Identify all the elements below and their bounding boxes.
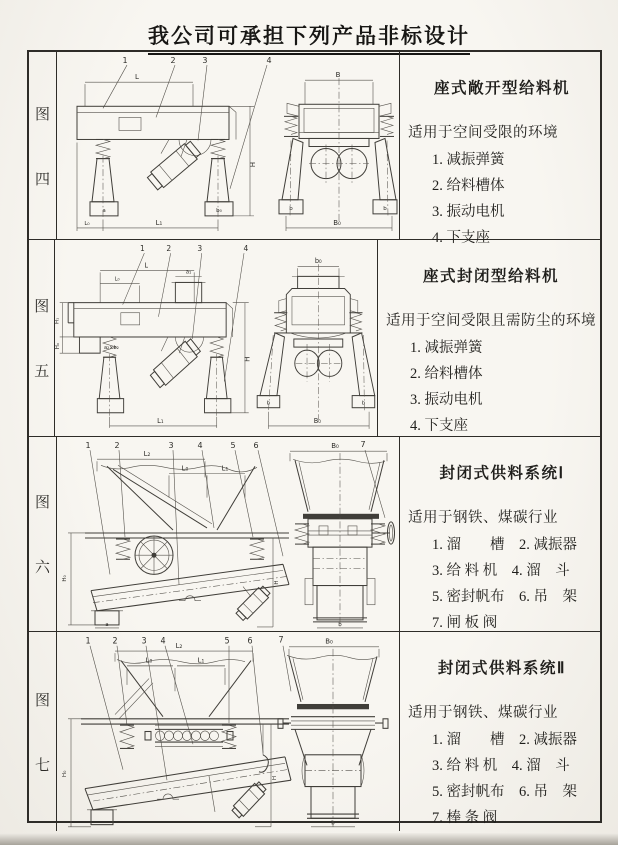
dimension-B0 bbox=[289, 636, 379, 657]
dimension-L2 bbox=[115, 641, 253, 662]
parts-list bbox=[408, 532, 596, 636]
dim-label-H0: H₀ bbox=[62, 770, 68, 778]
outlet-port bbox=[87, 810, 117, 825]
callout-1: 1 bbox=[122, 56, 128, 66]
product-title: 封闭式供料系统Ⅱ bbox=[437, 660, 567, 677]
callout-2: 2 bbox=[114, 441, 120, 451]
support-platform bbox=[85, 533, 289, 538]
part-item: 1. 溜 槽 2. 减振器 bbox=[432, 732, 577, 748]
inlet-port bbox=[172, 269, 206, 302]
callout-1: 1 bbox=[85, 635, 91, 646]
callout-5: 5 bbox=[230, 441, 236, 451]
callout-4: 4 bbox=[266, 56, 272, 66]
figure-char: 图 bbox=[34, 495, 50, 511]
dim-label-L2: L₂ bbox=[143, 449, 151, 459]
dim-label-L0: L₀ bbox=[145, 655, 153, 665]
dim-label-b0: b₀ bbox=[315, 257, 323, 266]
fig7-technical-drawing bbox=[57, 632, 399, 831]
callout-2: 2 bbox=[166, 243, 172, 254]
dim-label-B0: B₀ bbox=[331, 441, 339, 451]
dim-label-L: L bbox=[135, 72, 139, 82]
dim-label-B0: B₀ bbox=[325, 636, 333, 646]
parts-list bbox=[408, 147, 596, 251]
foot-label-b0: b₀ bbox=[216, 207, 222, 214]
description-cell-fig6 bbox=[399, 437, 600, 631]
figure-label-5 bbox=[29, 240, 55, 436]
figure-char: 四 bbox=[34, 171, 50, 188]
part-item: 5. 密封帆布 6. 吊 架 bbox=[432, 784, 577, 800]
dim-label-L1: L₁ bbox=[157, 416, 164, 425]
product-title: 座式封闭型给料机 bbox=[422, 268, 559, 285]
outlet-port bbox=[91, 611, 123, 628]
dimension-H bbox=[257, 538, 280, 627]
table-row-fig4 bbox=[29, 52, 600, 246]
application-note: 适用于钢铁、煤碳行业 bbox=[408, 510, 558, 526]
callout-6: 6 bbox=[253, 441, 259, 451]
part-item: 3. 振动电机 bbox=[432, 204, 505, 220]
dimension-L-L0 bbox=[101, 261, 195, 303]
dim-label-H: H bbox=[248, 161, 257, 168]
dimension-H bbox=[229, 106, 257, 216]
part-item: 1. 减振弹簧 bbox=[432, 152, 505, 168]
dim-label-L1: L₁ bbox=[155, 217, 163, 227]
part-item: 3. 给 料 机 4. 溜 斗 bbox=[432, 758, 570, 774]
handwheel-valve bbox=[135, 536, 173, 574]
callout-1: 1 bbox=[85, 441, 91, 451]
callout-7: 7 bbox=[360, 440, 366, 450]
figure-label-6 bbox=[29, 437, 57, 631]
part-item: 3. 振动电机 bbox=[410, 392, 483, 408]
callout-3: 3 bbox=[197, 243, 203, 254]
side-view bbox=[55, 244, 252, 428]
callout-3: 3 bbox=[168, 441, 174, 451]
dimension-H0 bbox=[62, 719, 91, 827]
dimension-L0-L1 bbox=[169, 463, 245, 497]
part-item: 1. 溜 槽 2. 减振器 bbox=[432, 537, 577, 553]
hopper-chute bbox=[101, 465, 257, 530]
table-row-fig5 bbox=[29, 240, 600, 437]
dim-label-H0: H₀ bbox=[55, 342, 62, 350]
description-cell-fig7 bbox=[399, 632, 600, 831]
table-row-fig6 bbox=[29, 437, 600, 632]
figure-label-4 bbox=[29, 52, 57, 239]
dim-label-a: a bbox=[105, 621, 109, 628]
callout-4: 4 bbox=[197, 441, 203, 451]
callout-5: 5 bbox=[224, 635, 230, 646]
callout-4: 4 bbox=[243, 243, 249, 254]
foot-label-b: b bbox=[362, 400, 366, 407]
parts-list bbox=[408, 727, 596, 831]
trough-body bbox=[69, 303, 234, 353]
dimension-B0 bbox=[290, 441, 387, 461]
callout-leaders bbox=[103, 56, 272, 189]
dim-label-B0: B₀ bbox=[333, 217, 341, 227]
part-item: 2. 给料槽体 bbox=[410, 366, 483, 382]
application-note: 适用于空间受限的环境 bbox=[408, 125, 558, 141]
bar-valve bbox=[145, 725, 233, 746]
support-legs bbox=[279, 138, 397, 217]
application-note: 适用于空间受限且需防尘的环境 bbox=[386, 313, 596, 329]
callout-3: 3 bbox=[202, 56, 208, 66]
description-cell-fig5 bbox=[377, 240, 600, 436]
figure-char: 五 bbox=[34, 364, 50, 380]
dim-label-L0: L₀ bbox=[84, 220, 90, 227]
dimension-B bbox=[305, 70, 373, 104]
dimension-H0 bbox=[62, 533, 95, 625]
dimension-L1 bbox=[110, 417, 217, 428]
part-item: 3. 给 料 机 4. 溜 斗 bbox=[432, 563, 570, 579]
drawing-cell-fig6 bbox=[57, 437, 399, 631]
foot-label-b: b bbox=[289, 205, 293, 212]
vibration-motor bbox=[146, 139, 202, 191]
side-view bbox=[62, 635, 291, 826]
figure-char: 图 bbox=[34, 299, 50, 315]
part-item: 4. 下支座 bbox=[432, 230, 490, 246]
callout-4: 4 bbox=[160, 635, 166, 646]
dim-label-a1: a₁ bbox=[186, 269, 192, 276]
front-view bbox=[278, 634, 388, 826]
dim-label-b: b bbox=[338, 621, 342, 628]
vibration-motor bbox=[235, 585, 272, 622]
figure-label-7 bbox=[29, 632, 57, 831]
fig6-technical-drawing bbox=[57, 437, 399, 631]
figure-char: 七 bbox=[34, 757, 50, 774]
outlet-port bbox=[80, 337, 119, 353]
front-view bbox=[290, 440, 395, 628]
dimension-H1-H0 bbox=[55, 303, 79, 354]
callout-7: 7 bbox=[278, 634, 284, 645]
figure-char: 六 bbox=[34, 560, 50, 576]
dim-label-H: H bbox=[272, 775, 278, 781]
description-cell-fig4 bbox=[399, 52, 600, 246]
fig5-technical-drawing bbox=[55, 240, 377, 436]
dimension-L bbox=[85, 72, 193, 106]
drawing-cell-fig7 bbox=[57, 632, 399, 831]
vibration-motor bbox=[150, 337, 202, 389]
support-legs bbox=[90, 156, 233, 220]
part-item: 5. 密封帆布 6. 吊 架 bbox=[432, 589, 577, 605]
dim-label-B0: B₀ bbox=[314, 416, 322, 425]
dim-label-L1: L₁ bbox=[197, 655, 205, 665]
foot-label-b: b bbox=[267, 400, 271, 407]
drawing-cell-fig4 bbox=[57, 52, 399, 239]
callout-2: 2 bbox=[170, 56, 176, 66]
dim-label-L1: L₁ bbox=[221, 463, 229, 473]
dim-label-H: H bbox=[274, 580, 280, 585]
product-title: 座式敞开型给料机 bbox=[433, 80, 570, 97]
dim-label-B: B bbox=[335, 70, 341, 80]
callout-3: 3 bbox=[141, 635, 147, 646]
dim-label-b: b bbox=[331, 820, 335, 827]
springs bbox=[116, 539, 264, 559]
part-item: 7. 闸 板 阀 bbox=[432, 615, 498, 631]
part-item: 1. 减振弹簧 bbox=[410, 340, 483, 356]
feeder-trough bbox=[85, 757, 291, 812]
front-view bbox=[258, 257, 376, 429]
figure-char: 图 bbox=[34, 692, 50, 709]
product-title: 封闭式供料系统Ⅰ bbox=[439, 465, 565, 482]
scan-bottom-edge bbox=[0, 833, 618, 845]
dim-label-H0: H₀ bbox=[62, 575, 68, 582]
figure-char: 图 bbox=[34, 106, 50, 123]
callout-leaders bbox=[123, 244, 249, 382]
dim-label-H1: H₁ bbox=[55, 317, 62, 325]
part-item: 2. 给料槽体 bbox=[432, 178, 505, 194]
dim-label-L0: L₀ bbox=[181, 463, 189, 473]
support-platform bbox=[81, 719, 289, 724]
callout-leaders bbox=[85, 635, 263, 780]
dim-label-H: H bbox=[244, 356, 252, 362]
callout-1: 1 bbox=[140, 243, 146, 254]
dim-label-a2b2: a₂×b₂ bbox=[104, 344, 120, 352]
callout-6: 6 bbox=[247, 635, 253, 646]
product-table bbox=[27, 50, 602, 827]
part-item: 7. 棒 条 阀 bbox=[432, 810, 498, 826]
dim-label-L2: L₂ bbox=[175, 640, 183, 650]
drawing-cell-fig5 bbox=[55, 240, 377, 436]
parts-list bbox=[386, 335, 596, 439]
foot-label-b: b bbox=[383, 205, 387, 212]
trough-body bbox=[77, 106, 236, 155]
foot-label-a: a bbox=[102, 207, 106, 214]
hanger-bracket bbox=[259, 724, 268, 772]
support-legs bbox=[98, 354, 232, 417]
application-note: 适用于钢铁、煤碳行业 bbox=[408, 705, 558, 721]
table-row-fig7 bbox=[29, 632, 600, 831]
dim-label-L: L bbox=[144, 261, 149, 270]
callout-7-leader bbox=[283, 646, 291, 692]
fig4-technical-drawing bbox=[57, 52, 399, 239]
side-view bbox=[77, 56, 272, 231]
callout-2: 2 bbox=[112, 635, 118, 646]
front-view bbox=[279, 70, 397, 231]
page-title bbox=[0, 14, 618, 55]
side-view bbox=[62, 441, 289, 628]
dimension-H bbox=[255, 724, 278, 827]
page-title-text: 我公司可承担下列产品非标设计 bbox=[148, 20, 470, 55]
dim-label-L0: L₀ bbox=[114, 276, 120, 283]
part-item: 4. 下支座 bbox=[410, 418, 468, 434]
hopper bbox=[287, 655, 377, 709]
hopper bbox=[293, 459, 385, 519]
dimension-B0 bbox=[269, 412, 370, 429]
springs bbox=[96, 139, 225, 158]
